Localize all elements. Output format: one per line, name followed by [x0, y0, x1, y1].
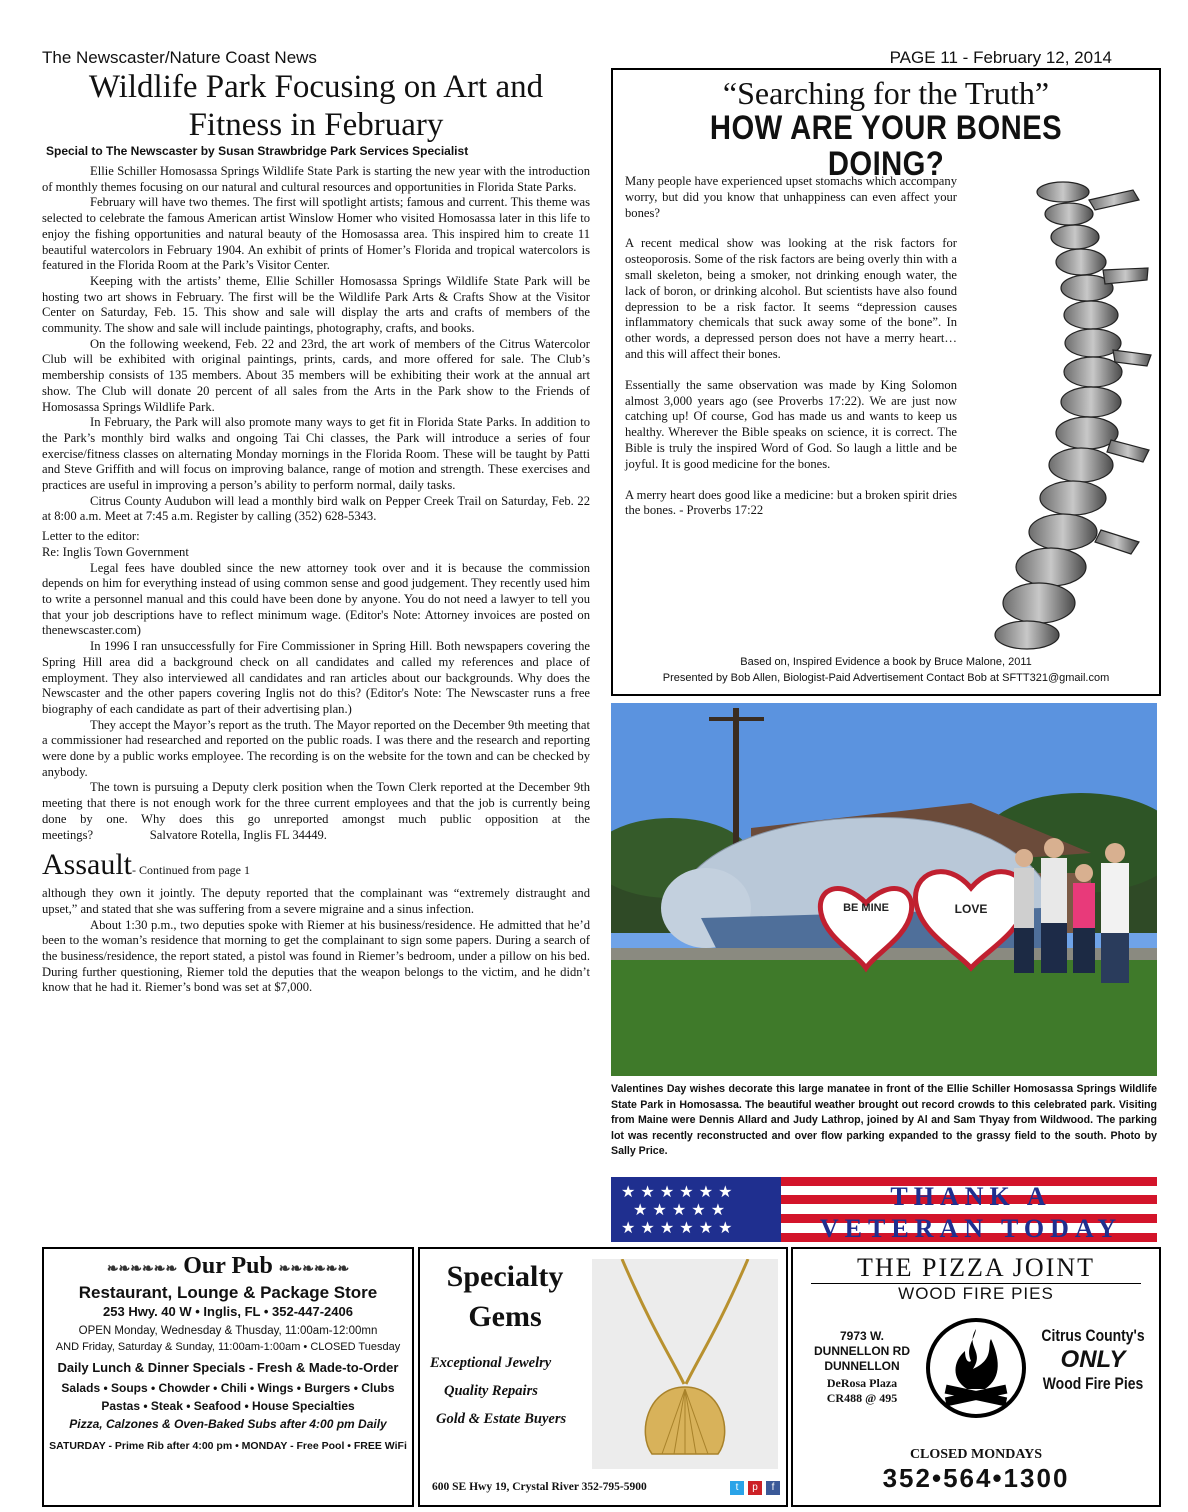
pub-specials: Daily Lunch & Dinner Specials - Fresh & Made-to-Order	[57, 1360, 399, 1375]
paragraph: About 1:30 p.m., two deputies spoke with Riemer at his business/residence. He admitted that he’d been to the woman’s residence that morning to get the complainant to sign some papers. During a search of the business/residence, the report stated, a pistol was found in Riemer’s bedroom, under a pillow on his bed. During further questioning, Riemer told the deputies that the weapon belongs to the victim, and he didn’t know that he had it. Riemer’s bond was set at $7,000.	[42, 917, 590, 995]
gems-service-3: Gold & Estate Buyers	[436, 1411, 567, 1427]
ad-body	[625, 174, 957, 534]
pub-hours-1: OPEN Monday, Wednesday & Thusday, 11:00am-12:00mn	[78, 1325, 378, 1337]
paragraph: A merry heart does good like a medicine: but a broken spirit dries the bones. - Proverbs 17:22	[625, 487, 957, 518]
newspaper-name: The Newscaster/Nature Coast News	[42, 48, 317, 67]
heart-text-2: LOVE	[954, 902, 988, 916]
manatee-photo	[611, 703, 1157, 1076]
flag-graphic	[611, 1177, 1157, 1242]
paragraph: Keeping with the artists’ theme, Ellie Schiller Homosassa Springs Wildlife State Park will be hosting two art shows in February. The first will be the Wildlife Park Arts & Crafts Show at the Visitor Center on Saturday, Feb. 15. This show and sale will display the arts and crafts of members of the community. The show and sale will include paintings, photography, crafts, and books.	[42, 273, 590, 336]
ad-source: Based on, Inspired Evidence a book by Bruce Malone, 2011	[740, 656, 1032, 668]
ad-contact: Presented by Bob Allen, Biologist-Paid Advertisement Contact Bob at SFTT321@gmail.com	[662, 672, 1110, 684]
pub-menu-2: Pastas • Steak • Seafood • House Specialties	[101, 1399, 355, 1413]
specialty-gems-advertisement	[418, 1247, 788, 1507]
pizza-address-5: CR488 @ 495	[826, 1391, 898, 1405]
pizza-closed: CLOSED MONDAYS	[909, 1447, 1043, 1462]
pub-address: 253 Hwy. 40 W • Inglis, FL • 352-447-2406	[103, 1304, 353, 1319]
lead-headline	[42, 68, 590, 144]
fire-logo-icon	[925, 1317, 1027, 1419]
pizza-slogan	[1029, 1325, 1157, 1395]
paragraph: On the following weekend, Feb. 22 and 23rd, the art work of members of the Citrus Watercolor Club will be exhibited with original paintings, prints, cards, and more offered for sale. The Club’s membership consists of 135 members. About 35 members will be exhibiting their work at the annual art show. The Club will donate 20 percent of all sales from the Arts in the Park show to the Friends of Homosassa Springs Wildlife Park.	[42, 336, 590, 414]
paragraph	[42, 780, 590, 843]
pub-name-text: Our Pub	[183, 1253, 273, 1279]
banner-line2: VETERAN TODAY	[819, 1214, 1123, 1242]
gems-address: 600 SE Hwy 19, Crystal River 352-795-5900	[432, 1481, 647, 1493]
photo-caption: Valentines Day wishes decorate this large manatee in front of the Ellie Schiller Homosassa Springs Wildlife State Park in Homosassa. The beautiful weather brought out record crowds to this celebrated park. Visiting from Maine were Dennis Allard and Judy Lathrop, joined by Al and Sam Thyay from Wildwood. The parking lot was recently reconstructed and over flow parking expanded to the grassy field to the south. Photo by Sally Price.	[611, 1083, 1157, 1157]
pizza-phone: 352•564•1300	[882, 1463, 1070, 1493]
ornament-right-icon: ❧❧❧❧❧❧	[278, 1262, 350, 1277]
headline-line2: Fitness in February	[188, 107, 444, 143]
heart-text-1: BE MINE	[843, 902, 889, 914]
paragraph: They accept the Mayor’s report as the truth. The Mayor reported on the December 9th meeting that a commissioner had researched and reported on the public roads. I was there and the research and reporting were done by a public works employee. The recording is on the website for the town and can be checked by anybody.	[42, 717, 590, 779]
pizza-address-3: DUNNELLON	[824, 1359, 900, 1373]
assault-body	[42, 886, 590, 996]
pizza-address-2: DUNNELLON RD	[814, 1344, 910, 1358]
paragraph: Many people have experienced upset stomachs which accompany worry, but did you know that unhappiness can even affect your bones?	[625, 174, 957, 220]
assault-heading	[42, 849, 590, 886]
pizza-address	[807, 1329, 917, 1406]
facebook-icon[interactable]: f	[766, 1481, 780, 1495]
ad-headline: HOW ARE YOUR BONES DOING?	[709, 109, 1063, 183]
pizza-slogan-1: Citrus County's	[1041, 1326, 1145, 1345]
pizza-subtitle: WOOD FIRE PIES	[811, 1283, 1141, 1304]
pub-hours-2: AND Friday, Saturday & Sunday, 11:00am-1:00am • CLOSED Tuesday	[55, 1341, 401, 1353]
ad-footer	[613, 654, 1159, 686]
ad-tagline: “Searching for the Truth”	[722, 75, 1050, 111]
social-icons	[730, 1477, 780, 1495]
gems-name-line2: Gems	[468, 1300, 542, 1333]
paragraph: Essentially the same observation was made by King Solomon almost 3,000 years ago (see Proverbs 17:22). We are just now catching up! Of course, God has made us and wants to keep us healthy. Wherever the Bible speaks on science, it is correct. The Bible is truly the inspired Word of God. So laugh a little and be joyful. It is good medicine for the bones.	[625, 377, 957, 471]
letter-subject: Re: Inglis Town Government	[42, 544, 189, 559]
banner-line1: THANK A	[890, 1182, 1052, 1211]
pinterest-icon[interactable]: p	[748, 1481, 762, 1495]
paragraph: In February, the Park will also promote many ways to get fit in Florida State Parks. In addition to the Park’s monthly bird walks and ongoing Tai Chi classes, the Park will introduce a series of four exercise/fitness classes on alternating Monday mornings in the Florida Room. These will be taught by Patti and Steve Griffith and will focus on improving balance, range of motion and strength. These exercises and practices are useful in improving a person’s ability to perform normal, daily tasks.	[42, 415, 590, 493]
svg-text:★ ★ ★ ★ ★ ★: ★ ★ ★ ★ ★ ★	[621, 1182, 733, 1201]
twitter-icon[interactable]: t	[730, 1481, 744, 1495]
svg-text:★ ★ ★ ★ ★: ★ ★ ★ ★ ★	[633, 1200, 726, 1219]
paragraph: Citrus County Audubon will lead a monthly bird walk on Pepper Creek Trail on Saturday, Feb. 22 at 8:00 a.m. Meet at 7:45 a.m. Register by calling (352) 628-5343.	[42, 493, 590, 524]
pub-footer: SATURDAY - Prime Rib after 4:00 pm • MONDAY - Free Pool • FREE WiFi	[49, 1440, 407, 1452]
assault-title: Assault	[42, 848, 132, 882]
paragraph: In 1996 I ran unsuccessfully for Fire Commissioner in Spring Hill. Both newspapers covering the Spring Hill area did a background check on all candidates and called my references and place of employment. They also interviewed all candidates and ran articles about our backgrounds. Why does the Newscaster and the other papers covering Inglis not do this? (Editor's Note: The Newscaster runs a free biography of each candidate as part of their advertising plan.)	[42, 639, 590, 716]
pizza-address-1: 7973 W.	[839, 1329, 885, 1343]
letter-to-editor	[42, 529, 590, 843]
paragraph: Ellie Schiller Homosassa Springs Wildlife State Park is starting the new year with the introduction of monthly themes focusing on our natural and cultural resources and opportunities in Florida State Parks.	[42, 164, 590, 194]
pub-menu-1: Salads • Soups • Chowder • Chili • Wings • Burgers • Clubs	[61, 1381, 395, 1395]
byline: Special to The Newscaster by Susan Strawbridge Park Services Specialist	[46, 144, 469, 158]
bones-advertisement	[611, 68, 1161, 696]
paragraph: Legal fees have doubled since the new attorney took over and it is because the commission depends on him for everything instead of using common sense and good judgement. They recently used him to write a personnel manual and this could have been done by anyone. You do not need a lawyer to tell you that your job descriptions have to reflect minimum wage. (Editor's Note: Attorney invoices are posted on thenewscaster.com)	[42, 560, 590, 638]
pub-subtitle: Restaurant, Lounge & Package Store	[78, 1283, 378, 1302]
photo-illustration	[611, 703, 1157, 1076]
gems-name	[430, 1257, 580, 1337]
pub-menu-3: Pizza, Calzones & Oven-Baked Subs after 4:00 pm Daily	[69, 1417, 387, 1431]
letter-signature: Salvatore Rotella, Inglis FL 34449.	[149, 827, 327, 842]
spine-illustration	[983, 180, 1153, 650]
lead-article-body	[42, 164, 590, 525]
gems-services	[430, 1349, 595, 1433]
letter-intro: Letter to the editor:	[42, 529, 140, 544]
pizza-slogan-2: ONLY	[1060, 1346, 1126, 1373]
gems-service-2: Quality Repairs	[444, 1383, 538, 1399]
pub-name	[44, 1253, 412, 1283]
paragraph: A recent medical show was looking at the risk factors for osteoporosis. Some of the risk factors are being overly thin with a small skeleton, being a smoker, not drinking enough water, the lack of boron, or drinking alcohol. But scientists have also found depression to be a risk factor. It seems “depression causes inflammatory chemicals that suck away some of the bone”. In other words, a depressed person does not have a merry heart…and this will affect their bones.	[625, 236, 957, 361]
svg-text:★ ★ ★ ★ ★ ★: ★ ★ ★ ★ ★ ★	[621, 1218, 733, 1237]
left-column	[42, 68, 590, 996]
thank-a-veteran-banner	[611, 1177, 1157, 1242]
paragraph: February will have two themes. The first will spotlight artists; famous and current. This theme was selected to celebrate the famous American artist Winslow Homer who visited Homosassa later in this life to enjoy the fishing opportunities and natural beauty of the Homosassa area. This inspired him to create 11 beautiful watercolors in February 1904. An exhibit of prints of Homer’s Florida and tropical watercolors is featured in the Florida Room at the Park’s Visitor Center.	[42, 195, 590, 273]
letter-last-text: The town is pursuing a Deputy clerk position when the Town Clerk reported at the December 9th meeting that there is not enough work for the three current employees and that the job is currently being done by one. Why does this go unreported amongst much public opposition at the meetings?	[42, 780, 590, 842]
gems-service-1: Exceptional Jewelry	[430, 1355, 552, 1371]
shell-necklace-image	[592, 1259, 778, 1469]
continued-note: - Continued from page 1	[132, 863, 250, 878]
headline-line1: Wildlife Park Focusing on Art and	[88, 69, 544, 105]
pizza-address-4: DeRosa Plaza	[826, 1376, 898, 1390]
page-date: PAGE 11 - February 12, 2014	[889, 48, 1112, 67]
pizza-slogan-3: Wood Fire Pies	[1042, 1374, 1144, 1393]
paragraph: although they own it jointly. The deputy reported that the complainant was “extremely distraught and upset,” and stated that she was suffering from a severe migraine and a sinus infection.	[42, 886, 590, 916]
pizza-joint-advertisement	[791, 1247, 1161, 1507]
ornament-left-icon: ❧❧❧❧❧❧	[106, 1262, 178, 1277]
gems-name-line1: Specialty	[446, 1260, 564, 1293]
pizza-name: THE PIZZA JOINT	[857, 1253, 1095, 1282]
our-pub-advertisement	[42, 1247, 414, 1507]
